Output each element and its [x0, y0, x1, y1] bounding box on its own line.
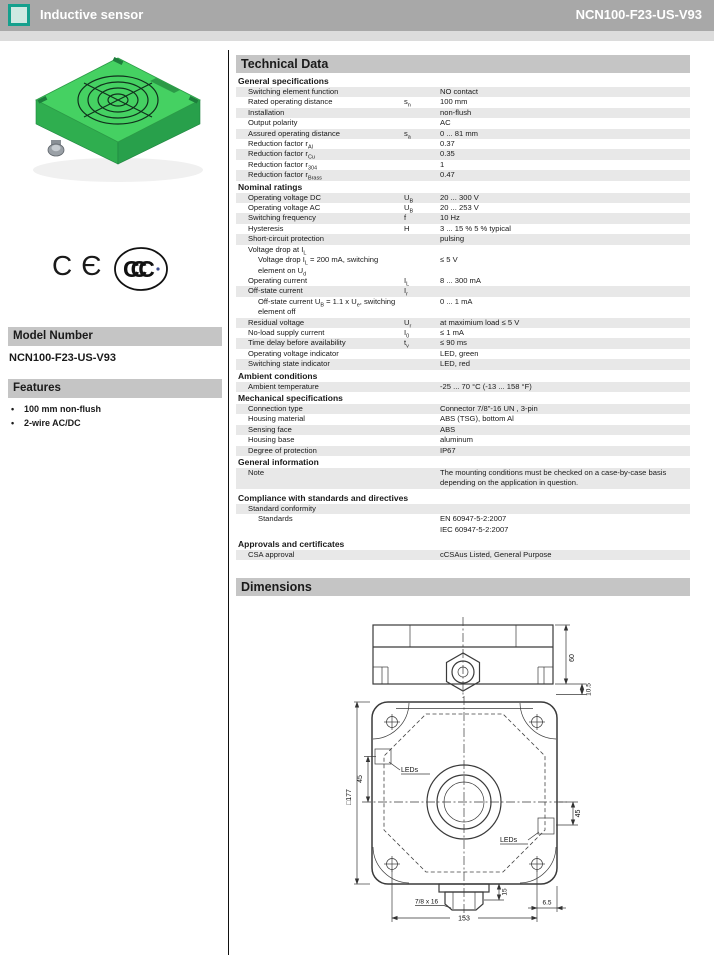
spec-row: [236, 160, 690, 170]
connector-view: [392, 870, 566, 923]
spec-label: Hysteresis: [248, 223, 284, 233]
spec-value: The mounting conditions must be checked on a case-by-case basis depending on the application in question.: [440, 468, 667, 488]
ccc-letters: CCC: [123, 256, 146, 282]
spec-label: Operating voltage DC: [248, 192, 322, 202]
spec-value: Connector 7/8"-16 UN , 3-pin: [440, 403, 538, 413]
spec-value: 0 ... 81 mm: [440, 128, 478, 138]
spec-label: Reduction factor $r_{Al}$: [248, 139, 313, 151]
spec-row: [236, 193, 690, 203]
spec-label: Residual voltage: [248, 317, 305, 327]
spec-row: [236, 514, 690, 535]
spec-value: 0.47: [440, 170, 455, 180]
spec-label: Short-circuit protection: [248, 234, 324, 244]
spec-row: [236, 349, 690, 359]
thread-label: 7/8 x 16: [415, 898, 439, 906]
dim-square-label: □177: [346, 789, 353, 805]
spec-symbol: $U_r$: [404, 317, 412, 330]
model-number-section-title: Model Number: [8, 327, 222, 346]
spec-value: non-flush: [440, 107, 472, 117]
spec-label: Standard conformity: [248, 503, 316, 513]
spec-row: [236, 382, 690, 392]
spec-label: Operating voltage indicator: [248, 348, 339, 358]
spec-row: [236, 213, 690, 223]
spec-symbol: $I_r$: [404, 286, 408, 298]
spec-value: 20 ... 300 V: [440, 192, 479, 202]
spec-symbol: $I_0$: [404, 327, 410, 340]
spec-value: ≤ 90 ms: [440, 338, 467, 348]
section-header: Compliance with standards and directives: [238, 492, 409, 503]
mounting-holes: [384, 714, 545, 872]
page-title: Inductive sensor: [40, 7, 144, 22]
dim-45-right-label: 45: [575, 809, 582, 818]
feature-item: [9, 402, 101, 416]
brand-square-icon: [8, 4, 30, 26]
section-header: Ambient conditions: [238, 370, 318, 381]
spec-label: Switching frequency: [248, 213, 316, 223]
spec-row: [236, 87, 690, 97]
spec-symbol: $s_a$: [404, 128, 411, 141]
dim-153-label: 153: [458, 915, 470, 923]
spec-label: Sensing face: [248, 424, 292, 434]
spec-label: Standards: [258, 514, 293, 524]
spec-row: [236, 149, 690, 159]
side-view: [373, 617, 593, 698]
spec-value: 1: [440, 159, 445, 169]
section-header: General information: [238, 457, 319, 467]
spec-row: [236, 118, 690, 128]
spec-row: [236, 425, 690, 435]
spec-row: [236, 318, 690, 328]
spec-value: ABS (TSG), bottom Al: [440, 414, 514, 424]
spec-label: Reduction factor $r_{304}$: [248, 159, 318, 172]
spec-value: at maximium load ≤ 5 V: [440, 317, 520, 327]
feature-text: 100 mm non-flush: [24, 404, 102, 414]
spec-row: [236, 404, 690, 414]
spec-value: LED, green: [440, 348, 479, 358]
spec-value: ABS: [440, 424, 456, 434]
dim-45-left-label: 45: [357, 775, 364, 783]
feature-item: [9, 416, 101, 430]
dimension-drawing: [340, 612, 670, 935]
spec-row: [236, 328, 690, 338]
features-section-title: Features: [8, 379, 222, 398]
spec-value: -25 ... 70 °C (-13 ... 158 °F): [440, 381, 532, 391]
spec-label: Operating current: [248, 275, 308, 285]
leds-label-upper: LEDs: [401, 767, 419, 774]
ccc-mark-icon: [112, 245, 170, 298]
spec-value: 10 Hz: [440, 213, 460, 223]
spec-value: 100 mm: [440, 97, 468, 107]
section-header: Nominal ratings: [238, 181, 303, 192]
column-divider: [228, 50, 229, 955]
features-list: [9, 402, 101, 430]
bullet-icon: •: [11, 418, 15, 428]
spec-row: [236, 97, 690, 107]
spec-row: [236, 170, 690, 180]
spec-label: Housing material: [248, 414, 305, 424]
spec-value: 3 ... 15 % 5 % typical: [440, 223, 511, 233]
spec-label: Connection type: [248, 403, 303, 413]
spec-row: [236, 359, 690, 369]
spec-value: IP67: [440, 445, 456, 455]
spec-label: Reduction factor $r_{Cu}$: [248, 149, 315, 161]
spec-value: LED, red: [440, 359, 470, 369]
spec-symbol: H: [404, 223, 410, 233]
feature-text: 2-wire AC/DC: [24, 418, 81, 428]
spec-label: Ambient temperature: [248, 381, 319, 391]
section-header: Approvals and certificates: [238, 539, 345, 550]
dim-height-label: 60: [569, 654, 576, 662]
spec-symbol: $U_B$: [404, 192, 414, 205]
spec-label: Off-state current $U_B = 1.1$ x $U_e$, switching element off: [258, 296, 396, 317]
spec-row: [236, 276, 690, 286]
spec-value: 0.37: [440, 139, 455, 149]
spec-label: Voltage drop $I_L = 200$ mA, switching element on $U_d$: [258, 255, 379, 278]
spec-label: Operating voltage AC: [248, 203, 321, 213]
dim-offset-label: 10.5: [585, 683, 593, 696]
spec-value: 0.35: [440, 149, 455, 159]
spec-row: [236, 446, 690, 456]
dim-65-label: 6.5: [542, 899, 552, 907]
spec-row: [236, 234, 690, 244]
spec-label: Note: [248, 468, 265, 477]
spec-symbol: $I_L$: [404, 275, 410, 288]
spec-label: Installation: [248, 107, 285, 117]
spec-value: cCSAus Listed, General Purpose: [440, 550, 552, 560]
spec-row: [236, 504, 690, 514]
spec-row: [236, 139, 690, 149]
spec-symbol: $U_B$: [404, 203, 414, 215]
dimensions-title: Dimensions: [236, 578, 690, 596]
spec-symbol: f: [404, 213, 407, 223]
leds-label-lower: LEDs: [500, 837, 518, 844]
spec-value: 8 ... 300 mA: [440, 275, 481, 285]
spec-label: Degree of protection: [248, 445, 317, 455]
spec-value: aluminum: [440, 435, 473, 445]
spec-value: 0 ... 1 mA: [440, 296, 473, 306]
spec-value: ≤ 1 mA: [440, 327, 465, 337]
spec-row: [236, 203, 690, 213]
spec-label: CSA approval: [248, 550, 295, 560]
bullet-icon: •: [11, 404, 15, 414]
spec-symbol: $t_v$: [404, 338, 409, 350]
spec-row: [236, 435, 690, 445]
spec-row: [236, 245, 690, 255]
spec-row: [236, 297, 690, 318]
spec-value: EN 60947-5-2:2007 IEC 60947-5-2:2007: [440, 514, 509, 534]
spec-row: [236, 108, 690, 118]
header-subband: [0, 31, 714, 41]
spec-value: pulsing: [440, 234, 465, 244]
spec-label: No-load supply current: [248, 327, 325, 337]
spec-label: Output polarity: [248, 118, 298, 128]
spec-symbol: $s_n$: [404, 97, 411, 109]
spec-label: Switching element function: [248, 87, 339, 96]
spec-label: Reduction factor $r_{Brass}$: [248, 170, 322, 182]
spec-value: AC: [440, 118, 451, 128]
spec-value: NO contact: [440, 87, 478, 96]
connector-icon: [48, 140, 64, 156]
spec-label: Rated operating distance: [248, 97, 333, 107]
model-number-value: NCN100-F23-US-V93: [9, 352, 116, 364]
spec-value: ≤ 5 V: [440, 255, 458, 265]
spec-row: [236, 255, 690, 276]
spec-value: 20 ... 253 V: [440, 203, 479, 213]
spec-label: Switching state indicator: [248, 359, 330, 369]
spec-row: [236, 224, 690, 234]
spec-row: [236, 468, 690, 489]
technical-data-title: Technical Data: [236, 55, 690, 73]
spec-row: [236, 286, 690, 296]
spec-label: Assured operating distance: [248, 128, 341, 138]
spec-row: [236, 414, 690, 424]
spec-label: Voltage drop at $I_L$: [248, 244, 307, 257]
technical-data-table: [236, 75, 690, 560]
spec-row: [236, 338, 690, 348]
header-model-number: NCN100-F23-US-V93: [575, 7, 702, 22]
product-image: [18, 48, 218, 228]
dim-15-label: 15: [501, 888, 509, 896]
spec-label: Off-state current: [248, 286, 303, 296]
section-header: General specifications: [238, 76, 329, 86]
ce-mark-icon: CЄ: [52, 250, 111, 281]
spec-label: Time delay before availability: [248, 338, 346, 348]
spec-row: [236, 550, 690, 560]
spec-row: [236, 129, 690, 139]
section-header: Mechanical specifications: [238, 392, 343, 403]
page-header: [0, 0, 714, 31]
spec-label: Housing base: [248, 435, 295, 445]
